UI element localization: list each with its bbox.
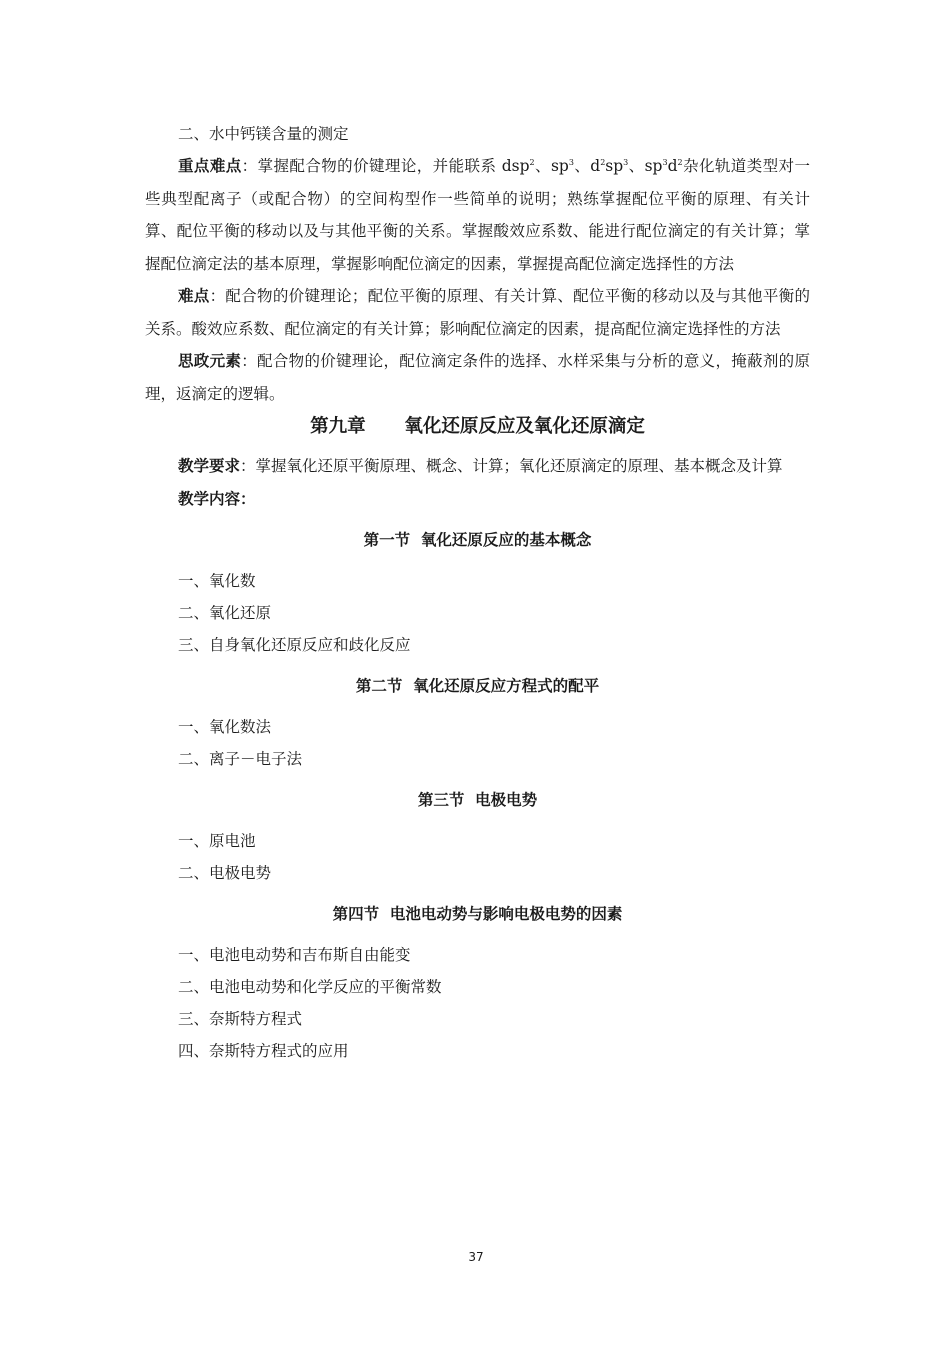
ideology-label: 思政元素 bbox=[178, 352, 242, 370]
superscript: 2 bbox=[600, 157, 606, 167]
list-item: 二、离子－电子法 bbox=[178, 750, 303, 768]
superscript: 2 bbox=[677, 157, 683, 167]
key-points-text: 、d bbox=[573, 157, 601, 175]
section-title: 第一节 氧化还原反应的基本概念 bbox=[363, 531, 592, 549]
key-points-label: 重点难点 bbox=[178, 157, 242, 175]
section-title: 第三节 电极电势 bbox=[417, 791, 538, 809]
ideology-paragraph bbox=[145, 345, 810, 410]
section-title: 第四节 电池电动势与影响电极电势的因素 bbox=[332, 905, 623, 923]
key-points-paragraph bbox=[145, 150, 810, 280]
list-item: 二、电池电动势和化学反应的平衡常数 bbox=[178, 978, 442, 996]
list-item: 二、氧化还原 bbox=[178, 604, 272, 622]
list-item: 四、奈斯特方程式的应用 bbox=[178, 1042, 349, 1060]
difficulty-text: ：配合物的价键理论；配位平衡的原理、有关计算、配位平衡的移动以及与其他平衡的关系。酸效应系数、配位滴定的有关计算；影响配位滴定的因素，提高配位滴定选择性的方法 bbox=[145, 287, 810, 338]
superscript: 3 bbox=[623, 157, 629, 167]
chapter-title: 第九章 氧化还原反应及氧化还原滴定 bbox=[310, 416, 645, 437]
requirements-paragraph bbox=[145, 450, 810, 483]
superscript: 2 bbox=[529, 157, 535, 167]
superscript: 3 bbox=[662, 157, 668, 167]
key-points-text: ：掌握配合物的价键理论，并能联系 dsp bbox=[241, 157, 530, 175]
list-item: 一、氧化数 bbox=[178, 572, 256, 590]
key-points-text: 杂化轨道类型对一些典型配离子（或配合物）的空间构型作一些简单的说明；熟练掌握配位平衡的原理、有关计算、配位平衡的移动以及与其他平衡的关系。掌握酸效应系数、能进行配位滴定的有关计算；掌握配位滴定法的基本原理，掌握影响配位滴定的因素，掌握提高配位滴定选择性的方法 bbox=[145, 157, 810, 273]
section-title: 第二节 氧化还原反应方程式的配平 bbox=[355, 677, 600, 695]
key-points-text: d bbox=[667, 157, 678, 175]
list-item: 二、电极电势 bbox=[178, 864, 272, 882]
requirements-label: 教学要求 bbox=[178, 457, 241, 475]
difficulty-label: 难点 bbox=[178, 287, 210, 305]
requirements-text: ：掌握氧化还原平衡原理、概念、计算；氧化还原滴定的原理、基本概念及计算 bbox=[240, 457, 783, 475]
ideology-text: ：配合物的价键理论，配位滴定条件的选择、水样采集与分析的意义，掩蔽剂的原理，返滴定的逻辑。 bbox=[145, 352, 810, 403]
key-points-text: 、sp bbox=[534, 157, 569, 175]
difficulty-paragraph bbox=[145, 280, 810, 345]
superscript: 3 bbox=[568, 157, 574, 167]
key-points-text: sp bbox=[605, 157, 624, 175]
list-item: 二、水中钙镁含量的测定 bbox=[178, 125, 349, 143]
content-label: 教学内容： bbox=[178, 489, 256, 508]
list-item: 一、电池电动势和吉布斯自由能变 bbox=[178, 946, 411, 964]
list-item: 一、原电池 bbox=[178, 832, 256, 850]
list-item: 三、奈斯特方程式 bbox=[178, 1010, 303, 1028]
list-item: 一、氧化数法 bbox=[178, 718, 272, 736]
page-number: 37 bbox=[468, 1250, 484, 1264]
document-body bbox=[145, 118, 810, 1067]
key-points-text: 、sp bbox=[628, 157, 663, 175]
list-item: 三、自身氧化还原反应和歧化反应 bbox=[178, 636, 411, 654]
